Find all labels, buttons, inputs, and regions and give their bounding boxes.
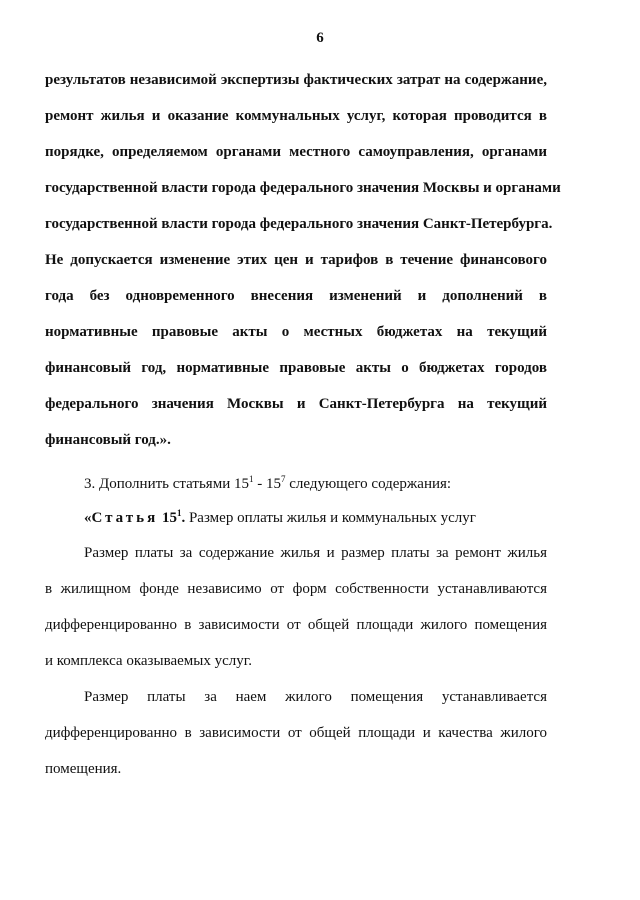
- article-dot: .: [181, 510, 186, 526]
- item-3-dash: - 15: [253, 476, 281, 492]
- text-line: результатов независимой экспертизы фактических затрат на содержание,: [45, 72, 547, 88]
- text-line: Не допускается изменение этих цен и тарифов в течение финансового: [45, 252, 547, 268]
- text-line: федерального значения Москвы и Санкт-Петербурга на текущий: [45, 396, 547, 412]
- item-3-sup-2: 7: [280, 474, 286, 484]
- text-line: порядке, определяемом органами местного самоуправления, органами: [45, 144, 547, 160]
- article-number: 15: [158, 510, 177, 526]
- text-line: государственной власти города федерального значения Санкт-Петербурга.: [45, 216, 553, 232]
- page-number: 6: [316, 30, 324, 46]
- text-line: года без одновременного внесения изменений и дополнений в: [45, 288, 547, 304]
- text-line: дифференцированно в зависимости от общей площади жилого помещения: [45, 617, 547, 633]
- text-line: Размер платы за содержание жилья и размер платы за ремонт жилья: [84, 545, 547, 561]
- article-word: Статья: [91, 510, 159, 526]
- text-line: ремонт жилья и оказание коммунальных услуг, которая проводится в: [45, 108, 547, 124]
- article-sup: 1: [176, 508, 182, 518]
- item-3-suffix: следующего содержания:: [285, 476, 452, 492]
- item-3-line: [84, 475, 547, 493]
- text-line: и комплекса оказываемых услуг.: [45, 653, 252, 669]
- article-open-quote: «: [84, 510, 92, 526]
- text-line: Размер платы за наем жилого помещения устанавливается: [84, 689, 547, 705]
- article-title: Размер оплаты жилья и коммунальных услуг: [185, 510, 476, 526]
- text-line: в жилищном фонде независимо от форм собственности устанавливаются: [45, 581, 547, 597]
- text-line: финансовый год.».: [45, 432, 171, 448]
- item-3-prefix: 3. Дополнить статьями 15: [84, 476, 249, 492]
- text-line: дифференцированно в зависимости от общей площади и качества жилого: [45, 725, 547, 741]
- text-line: помещения.: [45, 761, 122, 777]
- item-3-sup-1: 1: [248, 474, 254, 484]
- text-line: нормативные правовые акты о местных бюджетах на текущий: [45, 324, 547, 340]
- text-line: финансовый год, нормативные правовые акты о бюджетах городов: [45, 360, 547, 376]
- article-heading: [84, 509, 547, 527]
- text-line: государственной власти города федерального значения Москвы и органами: [45, 180, 561, 196]
